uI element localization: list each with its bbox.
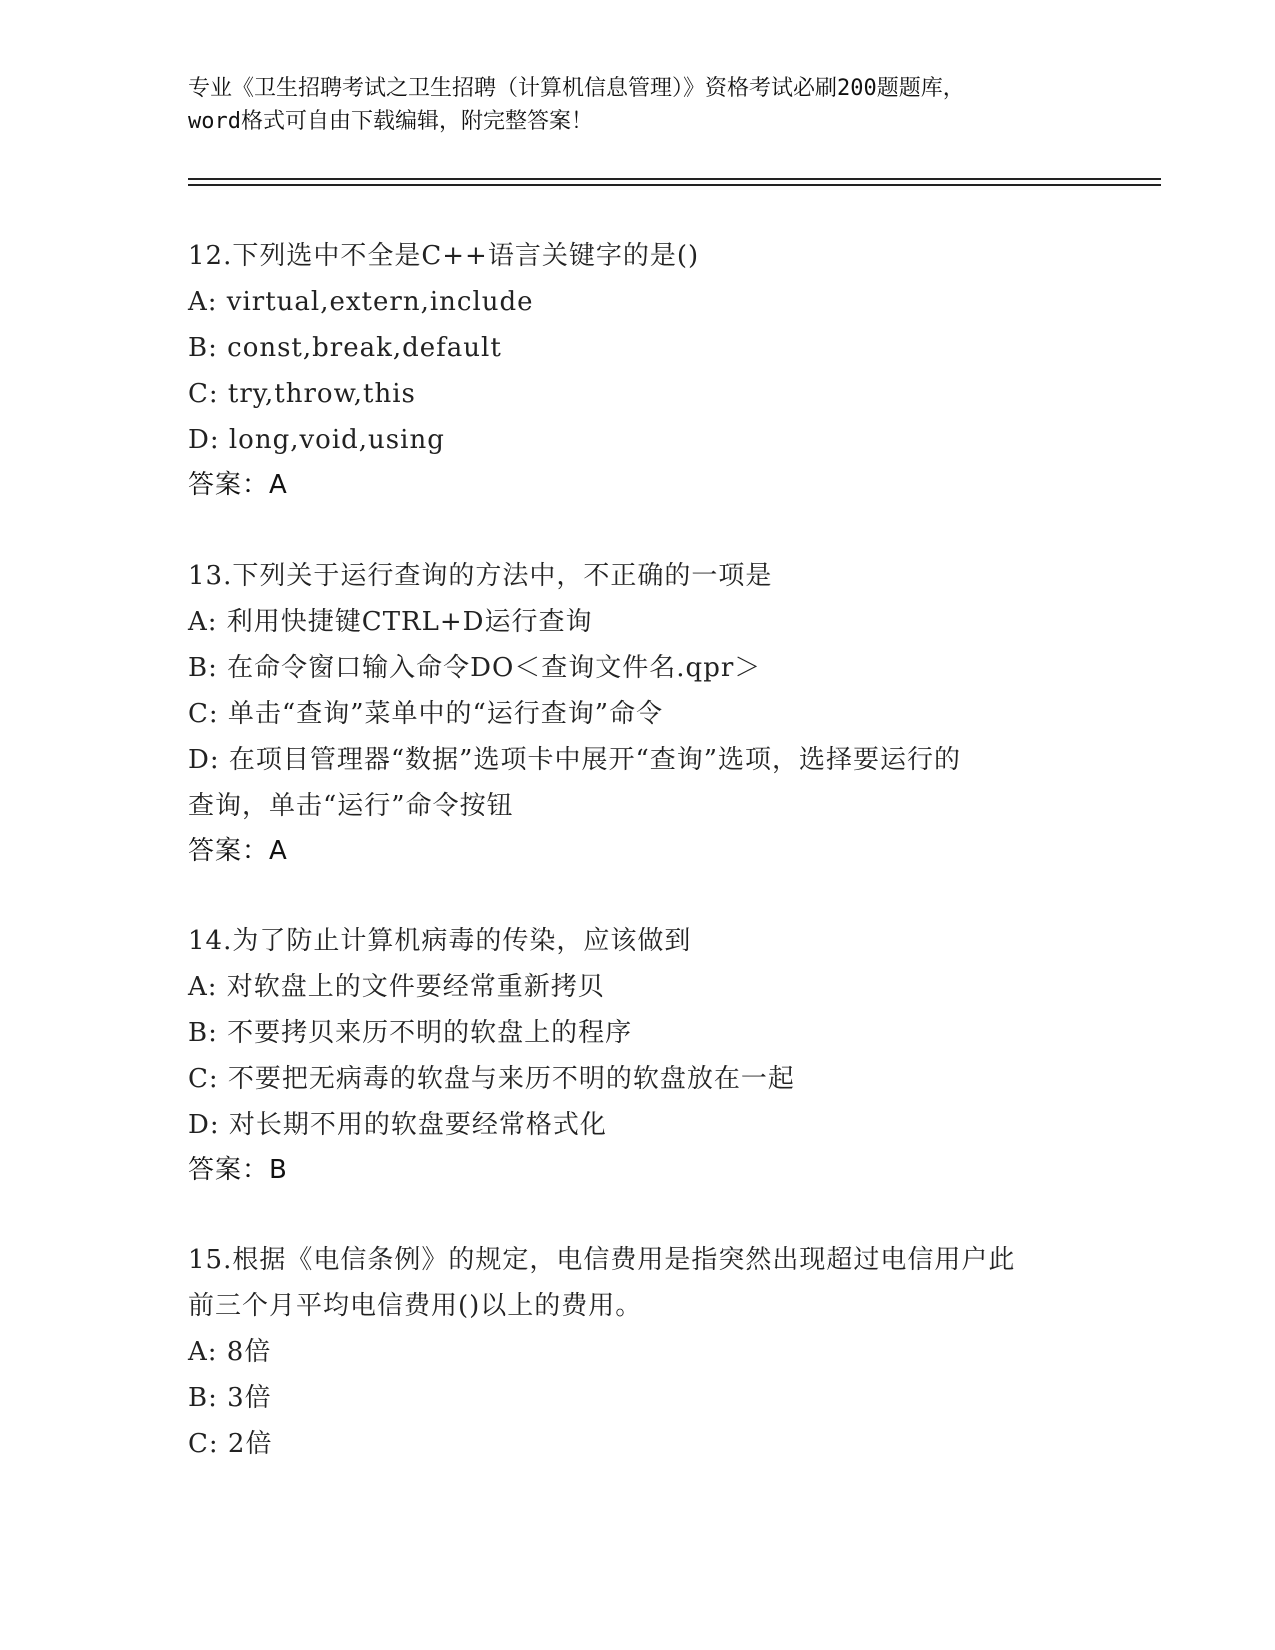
question-stem: 13.下列关于运行查询的方法中，不正确的一项是 [188,561,773,591]
header-divider-bottom [188,184,1161,186]
option-c: C: try,throw,this [188,379,416,409]
option-b: B: 不要拷贝来历不明的软盘上的程序 [188,1018,633,1048]
question-stem: 14.为了防止计算机病毒的传染，应该做到 [188,926,692,956]
answer: 答案：B [188,1155,288,1185]
option-a: A: 利用快捷键CTRL+D运行查询 [188,607,593,637]
question-stem-continued: 前三个月平均电信费用()以上的费用。 [188,1291,643,1321]
question-stem: 12.下列选中不全是C++语言关键字的是() [188,241,700,271]
answer: 答案：A [188,470,288,500]
header-line-2: word格式可自由下载编辑，附完整答案！ [188,109,593,134]
option-b: B: 3倍 [188,1383,272,1413]
answer: 答案：A [188,836,288,866]
option-b: B: const,break,default [188,333,502,363]
question-15 [188,1237,1088,1467]
option-d-continued: 查询，单击“运行”命令按钮 [188,791,514,821]
option-c: C: 不要把无病毒的软盘与来历不明的软盘放在一起 [188,1064,795,1094]
option-c: C: 2倍 [188,1429,273,1459]
option-a: A: 8倍 [188,1337,272,1367]
header-line-1: 专业《卫生招聘考试之卫生招聘（计算机信息管理）》资格考试必刷200题题库， [188,76,965,101]
question-stem: 15.根据《电信条例》的规定，电信费用是指突然出现超过电信用户此 [188,1245,1016,1275]
question-12 [188,233,1088,507]
question-13 [188,553,1088,873]
option-c: C: 单击“查询”菜单中的“运行查询”命令 [188,699,664,729]
question-14 [188,918,1088,1192]
option-a: A: 对软盘上的文件要经常重新拷贝 [188,972,605,1002]
header-divider-top [188,178,1161,180]
document-header [188,72,1088,138]
option-b: B: 在命令窗口输入命令DO＜查询文件名.qpr＞ [188,653,762,683]
option-d: D: long,void,using [188,425,445,455]
option-d: D: 在项目管理器“数据”选项卡中展开“查询”选项，选择要运行的 [188,745,962,775]
option-a: A: virtual,extern,include [188,287,534,317]
option-d: D: 对长期不用的软盘要经常格式化 [188,1110,607,1140]
